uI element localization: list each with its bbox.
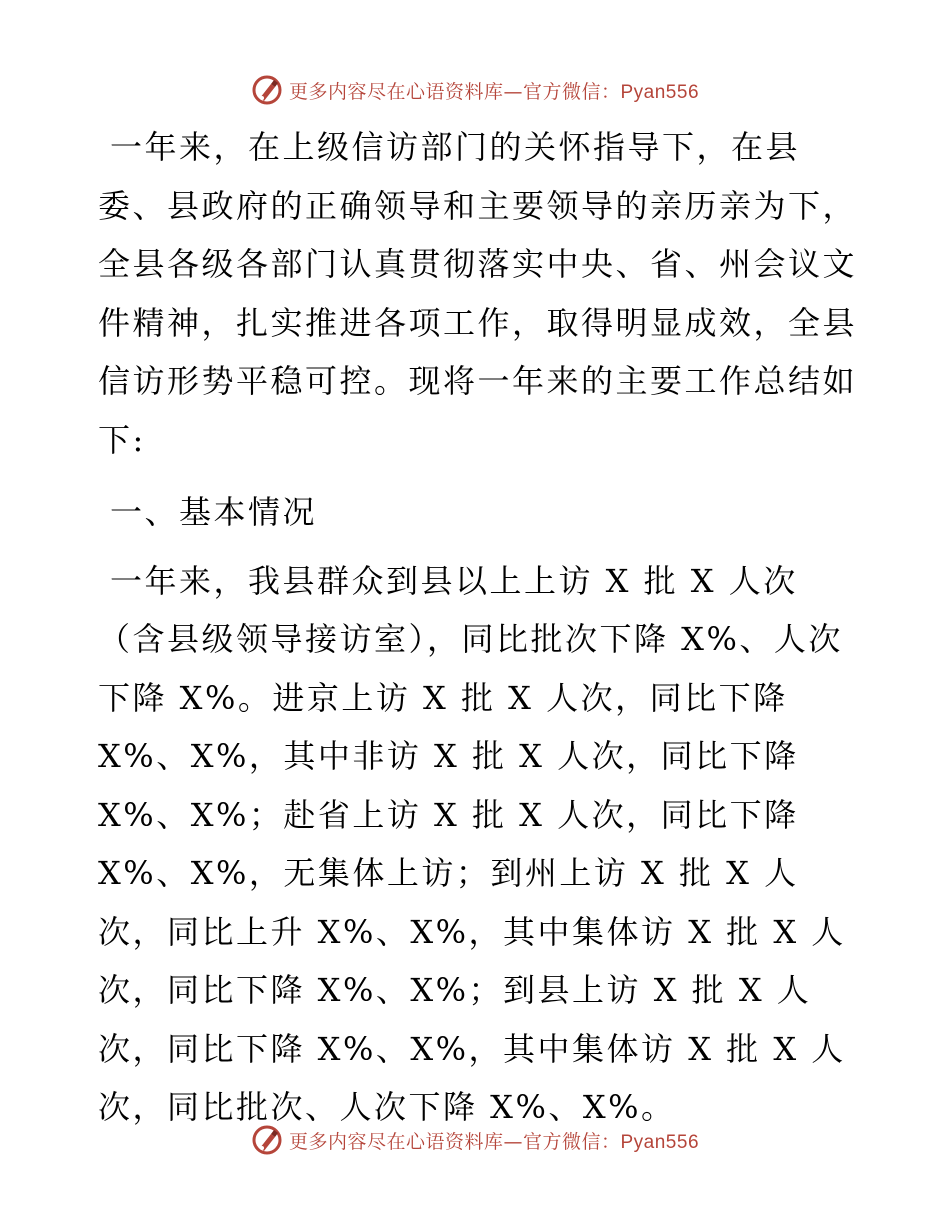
- section-paragraph: 一年来，我县群众到县以上上访 X 批 X 人次（含县级领导接访室），同比批次下降 X%、人次下降 X%。进京上访 X 批 X 人次，同比下降 X%、X%，其中非访 X 批 X 人次，同比下降 X%、X%；赴省上访 X 批 X 人次，同比下降 X%、X%，无集体上访；到州上访 X 批 X 人次，同比上升 X%、X%，其中集体访 X 批 X 人次，同比下降 X%、X%；到县上访 X 批 X 人次，同比下降 X%、X%，其中集体访 X 批 X 人次，同比批次、人次下降 X%、X%。: [98, 561, 846, 1126]
- header-watermark: [0, 72, 950, 108]
- section-heading: 一、基本情况: [110, 493, 318, 531]
- document-body: [98, 118, 858, 1137]
- watermark-text: 更多内容尽在心语资料库—官方微信：Pyan556: [288, 80, 700, 103]
- intro-paragraph: 一年来，在上级信访部门的关怀指导下，在县委、县政府的正确领导和主要领导的亲历亲为下，全县各级各部门认真贯彻落实中央、省、州会议文件精神，扎实推进各项工作，取得明显成效，全县信访形势平稳可控。现将一年来的主要工作总结如下:: [98, 128, 858, 459]
- pen-logo-icon: [251, 1124, 283, 1156]
- wechat-id: Pyan556: [620, 81, 700, 103]
- wechat-id: Pyan556: [620, 1131, 700, 1153]
- footer-watermark: [0, 1122, 950, 1158]
- watermark-text: 更多内容尽在心语资料库—官方微信：Pyan556: [288, 1130, 700, 1153]
- pen-logo-icon: [251, 74, 283, 106]
